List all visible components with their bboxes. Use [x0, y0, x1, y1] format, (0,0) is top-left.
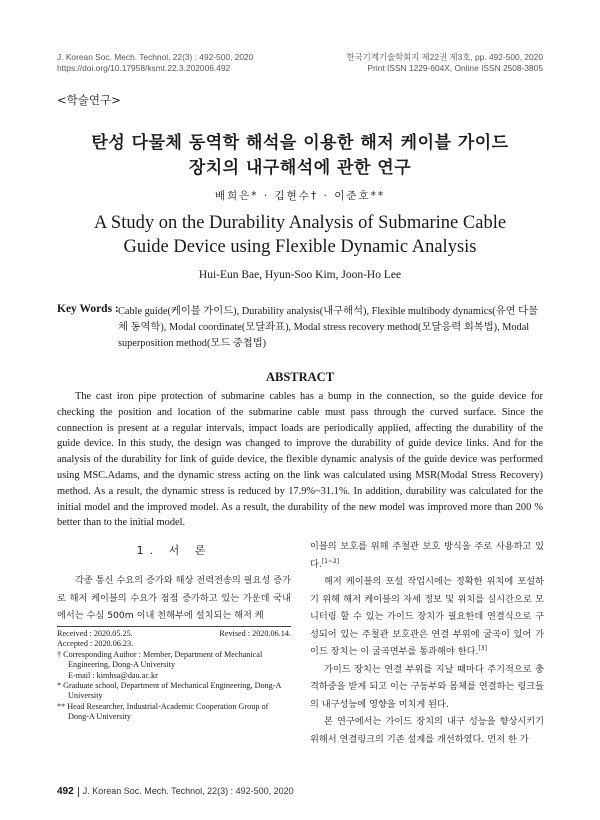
affiliation-head: ** Head Researcher, Industrial-Academic Cooperation Group of Dong-A University — [57, 701, 269, 722]
keywords-label: Key Words : — [57, 303, 119, 315]
header-left — [57, 52, 253, 74]
revised-date: Revised : 2020.06.14. — [219, 629, 291, 638]
intro-paragraph: 이블의 보호를 위해 주철관 보호 방식을 주로 사용하고 있다.[1~2] — [310, 541, 544, 570]
abstract-title: ABSTRACT — [265, 370, 335, 384]
english-title-line1: A Study on the Durability Analysis of Submarine Cable — [93, 213, 507, 233]
english-title-line2: Guide Device using Flexible Dynamic Analysis — [123, 237, 477, 257]
footnotes — [57, 629, 291, 723]
footer-journal: J. Korean Soc. Mech. Technol, 22(3) : 492-500, 2020 — [82, 786, 294, 796]
footnote-divider — [57, 626, 291, 627]
intro-right-column — [310, 538, 544, 748]
received-date: Received : 2020.05.25. Revised : 2020.06.14. — [57, 629, 291, 638]
doi-link[interactable]: https://doi.org/10.17958/ksmt.22.3.202006.492 — [57, 63, 231, 73]
intro-paragraph: 가이드 장치는 연결 부위를 지날 때마다 주기적으로 충격하중을 받게 되고 이는 구동부와 몸체를 연결하는 링크들의 내구성능에 영향을 미치게 된다. — [310, 663, 544, 710]
article-category: <학술연구> — [57, 93, 121, 107]
corresponding-author: † Corresponding Author : Member, Department of Mechanical Engineering, Dong-A University — [57, 649, 263, 670]
page-number: 492 — [57, 786, 74, 797]
section-title: 1. 서 론 — [136, 544, 212, 557]
footer-divider — [78, 787, 79, 797]
keywords-text: Cable guide(케이블 가이드), Durability analysis(내구해석), Flexible multibody dynamics(유연 다물체 동역학), Modal coordinate(모달좌표), Modal stress recovery method(모달응력 회복법), Modal superposition method(모드 중첩법) — [118, 306, 539, 349]
accepted-date: Accepted : 2020.06.23. — [57, 639, 134, 649]
abstract-text: The cast iron pipe protection of submarine cables has a bump in the connection, so the guide device for checking the position and location of the submarine cable must pass through the curved surface. Since the connection is present at a regular intervals, impact loads are periodically applied, affecting the durability of the guide device. In this study, the design was changed to improve the durability of guide device links. And for the analysis of the durability for link of guide device, the flexible dynamic analysis of the guide device was performed using MSC.Adams, and the dynamic stress acting on the link was calculated using MSR(Modal Stress Recovery) method. As a result, the dynamic stress is reduced by 17.9%~31.1%. In addition, durability was calculated for the initial model and the improved model. As a result, the durability of the new model was improved more than 200 % better than to the initial model. — [57, 391, 543, 529]
author-email[interactable]: E-mail : kimhsa@dau.ac.kr — [68, 670, 158, 680]
header-right — [347, 52, 543, 74]
citation: [1~2] — [321, 557, 340, 565]
affiliation-graduate: * Graduate school, Department of Mechanical Engineering, Dong-A University — [57, 681, 281, 701]
intro-paragraph: 해저 케이블의 포설 작업시에는 정확한 위치에 포설하기 위해 해저 케이블의 자세 정보 및 위치를 실시간으로 모니터링 할 수 있는 가이드 장치가 필요한데 연결식으로 구성되어 있는 주철관 보호관은 연결 부위에 굴곡이 있어 가이드 장치는 이 굴곡면부를 통과해야 한다.[3] — [310, 576, 544, 657]
intro-left-column: 각종 통신 수요의 증가와 해상 전력전송의 필요성 증가로 해저 케이블의 수요가 점점 증가하고 있는 가운데 국내에서는 수심 500m 이내 천해부에 설치되는 해저 케 — [57, 575, 291, 621]
intro-paragraph: 본 연구에서는 가이드 장치의 내구 성능을 향상시키기 위해서 연결링크의 기존 설계를 개선하였다. 먼저 한 가 — [310, 716, 544, 745]
issn: Print ISSN 1229-604X, Online ISSN 2508-3805 — [367, 63, 543, 73]
korean-authors: 배희은* · 김현수† · 이준호** — [214, 190, 386, 202]
korean-title-line2: 장치의 내구해석에 관한 연구 — [188, 158, 412, 178]
journal-citation: J. Korean Soc. Mech. Technol, 22(3) : 492-500, 2020 — [57, 52, 254, 62]
korean-title-line1: 탄성 다물체 동역학 해석을 이용한 해저 케이블 가이드 — [91, 133, 509, 153]
citation: [3] — [478, 644, 487, 652]
english-authors: Hui-Eun Bae, Hyun-Soo Kim, Joon-Ho Lee — [198, 269, 402, 281]
page-footer — [57, 786, 294, 797]
korean-journal-citation: 한국기계기술학회지 제22권 제3호, pp. 492-500, 2020 — [346, 52, 543, 62]
